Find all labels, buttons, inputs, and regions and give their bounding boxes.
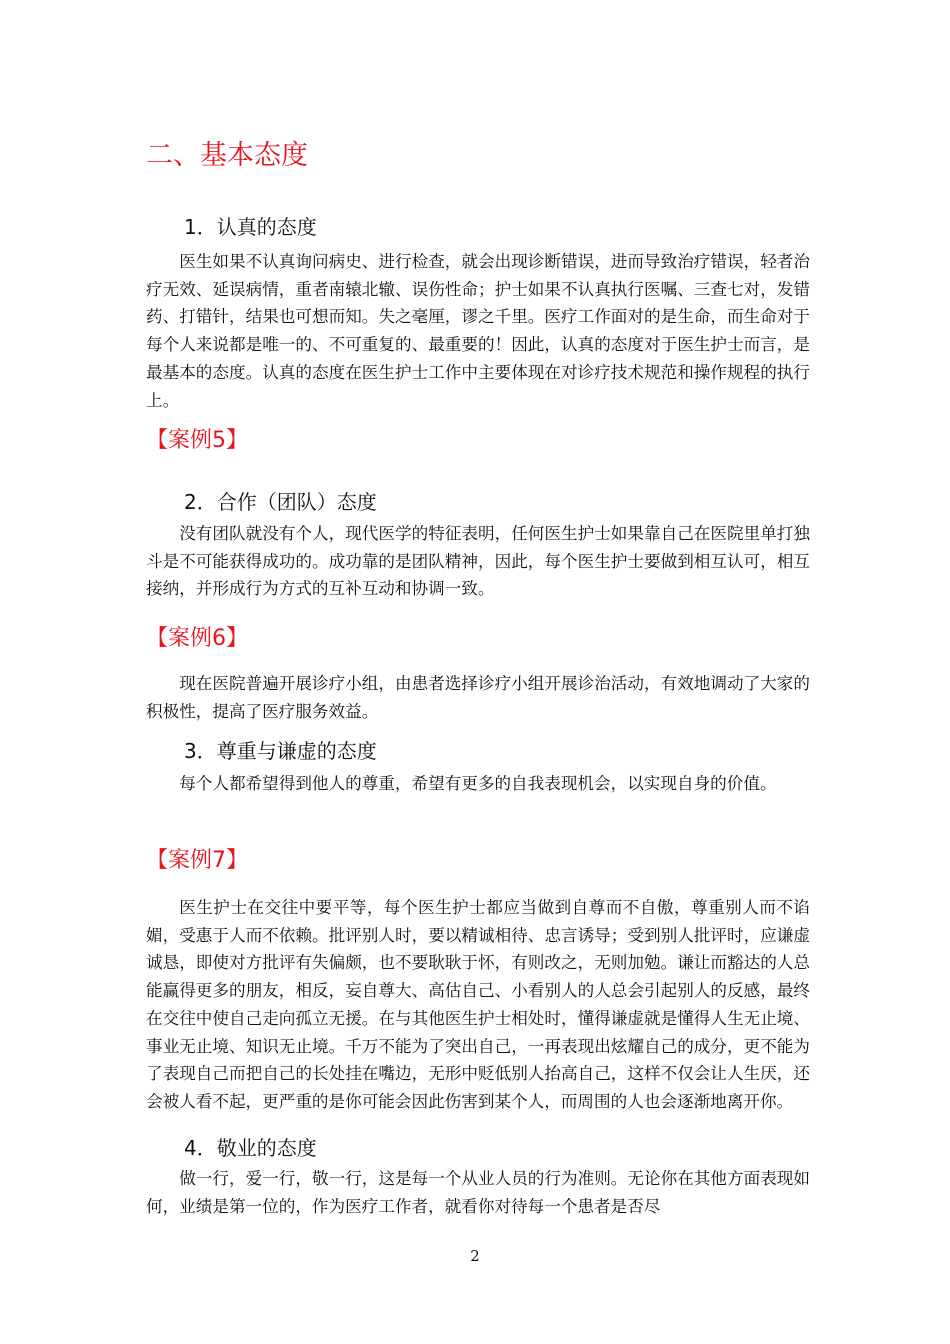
paragraph-2: 没有团队就没有个人，现代医学的特征表明，任何医生护士如果靠自己在医院里单打独斗是不可能获得成功的。成功靠的是团队精神，因此，每个医生护士要做到相互认可，相互接纳，并形成行为方式的互补互动和协调一致。 [146, 524, 810, 599]
heading-1: 1．认真的态度 [184, 215, 317, 239]
paragraph-case-6: 现在医院普遍开展诊疗小组，由患者选择诊疗小组开展诊治活动，有效地调动了大家的积极性，提高了医疗服务效益。 [146, 674, 810, 721]
case-7-label: 【案例7】 [146, 848, 248, 873]
page-number: 2 [470, 1247, 480, 1265]
heading-3: 3．尊重与谦虚的态度 [184, 739, 377, 763]
case-6-label: 【案例6】 [146, 626, 248, 651]
case-5-label: 【案例5】 [146, 428, 248, 453]
heading-4: 4．敬业的态度 [184, 1136, 317, 1160]
paragraph-3: 每个人都希望得到他人的尊重，希望有更多的自我表现机会，以实现自身的价值。 [179, 774, 777, 793]
paragraph-4: 做一行，爱一行，敬一行，这是每一个从业人员的行为准则。无论你在其他方面表现如何，业绩是第一位的，作为医疗工作者，就看你对待每一个患者是否尽 [146, 1169, 810, 1216]
section-title: 二、基本态度 [146, 140, 308, 171]
paragraph-case-7: 医生护士在交往中要平等，每个医生护士都应当做到自尊而不自傲，尊重别人而不谄媚，受惠于人而不依赖。批评别人时，要以精诚相待、忠言诱导；受到别人批评时，应谦虚诚恳，即使对方批评有失偏颇，也不要耿耿于怀，有则改之，无则加勉。谦让而豁达的人总能赢得更多的朋友，相反，妄自尊大、高估自己、小看别人的人总会引起别人的反感，最终在交往中使自己走向孤立无援。在与其他医生护士相处时，懂得谦虚就是懂得人生无止境、事业无止境、知识无止境。千万不能为了突出自己，一再表现出炫耀自己的成分，更不能为了表现自己而把自己的长处挂在嘴边，无形中贬低别人抬高自己，这样不仅会让人生厌，还会被人看不起，更严重的是你可能会因此伤害到某个人，而周围的人也会逐渐地离开你。 [146, 898, 810, 1111]
paragraph-1: 医生如果不认真询问病史、进行检查，就会出现诊断错误，进而导致治疗错误，轻者治疗无效、延误病情，重者南辕北辙、误伤性命；护士如果不认真执行医嘱、三查七对，发错药、打错针，结果也可想而知。失之毫厘，谬之千里。医疗工作面对的是生命，而生命对于每个人来说都是唯一的、不可重复的、最重要的！因此，认真的态度对于医生护士而言，是最基本的态度。认真的态度在医生护士工作中主要体现在对诊疗技术规范和操作规程的执行上。 [146, 252, 810, 410]
heading-2: 2．合作（团队）态度 [184, 490, 377, 514]
